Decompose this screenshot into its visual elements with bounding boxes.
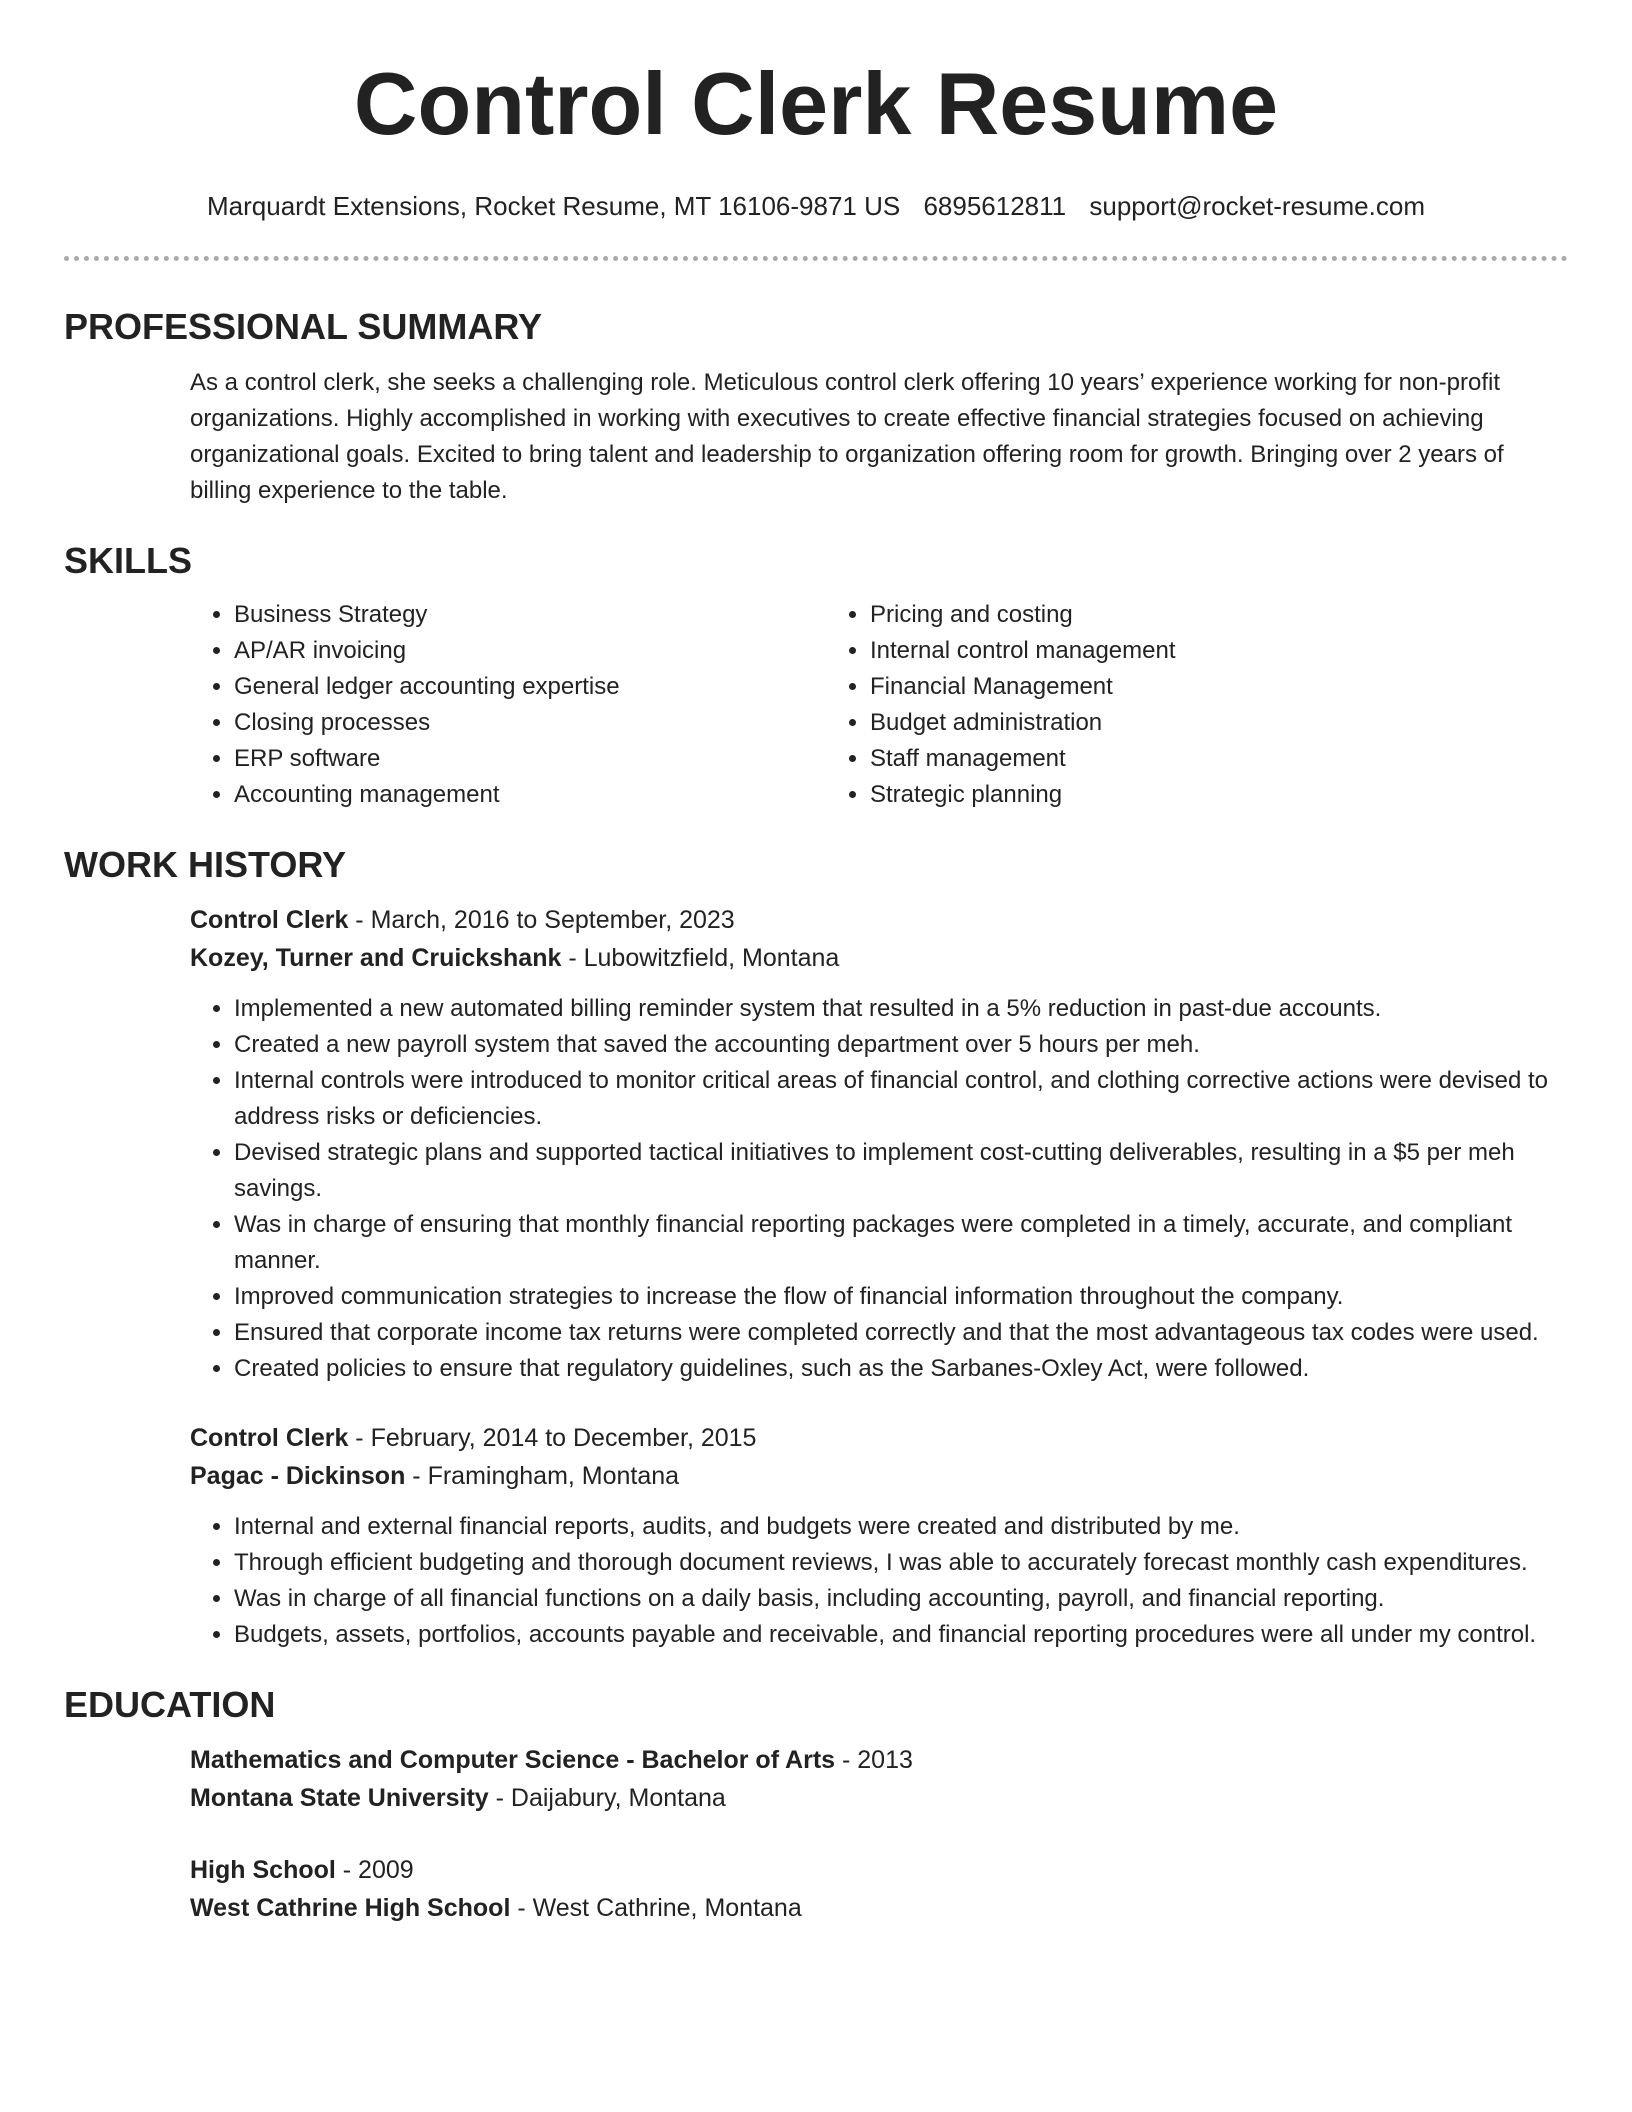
job-dates: - February, 2014 to December, 2015: [348, 1424, 757, 1452]
job-title-line: [190, 1419, 1568, 1457]
job-bullet: • Created policies to ensure that regulatory guidelines, such as the Sarbanes-Oxley Act, were followed.: [234, 1351, 1568, 1387]
job-company-line: [190, 939, 1568, 977]
edu-school: West Cathrine High School: [190, 1894, 511, 1922]
skill-item: • Internal control management: [870, 633, 1462, 669]
skill-item: • Budget administration: [870, 705, 1462, 741]
job-company: Pagac - Dickinson: [190, 1462, 406, 1490]
job-location: - Framingham, Montana: [405, 1462, 680, 1490]
job-bullet: • Devised strategic plans and supported tactical initiatives to implement cost-cutting deliverables, resulting in a $5 per meh savings.: [234, 1135, 1568, 1207]
edu-year: - 2009: [335, 1856, 414, 1884]
job-entry: [190, 1419, 1568, 1653]
job-title-line: [190, 901, 1568, 939]
skill-item: • Staff management: [870, 741, 1462, 777]
job-bullets: [190, 1509, 1568, 1653]
skill-item: • ERP software: [234, 741, 826, 777]
job-bullets: [190, 991, 1568, 1387]
skill-item: • Closing processes: [234, 705, 826, 741]
summary-text: As a control clerk, she seeks a challenging role. Meticulous control clerk offering 10 years’ experience working for non-profit organizations. Highly accomplished in working with executives to create effective financial strategies focused on achieving organizational goals. Excited to bring talent and leadership to organization offering room for growth. Bringing over 2 years of billing experience to the table.: [190, 369, 1504, 504]
skills-list-left: [190, 597, 826, 813]
edu-location: - Daijabury, Montana: [488, 1784, 726, 1812]
job-title: Control Clerk: [190, 906, 349, 934]
skills-list-right: [826, 597, 1462, 813]
job-company: Kozey, Turner and Cruickshank: [190, 944, 562, 972]
job-entry: [190, 901, 1568, 1387]
edu-school-line: [190, 1889, 1568, 1927]
contact-phone: 6895612811: [923, 191, 1067, 221]
work-history-heading: WORK HISTORY: [64, 844, 347, 885]
job-bullet: • Through efficient budgeting and thorough document reviews, I was able to accurately forecast monthly cash expenditures.: [234, 1545, 1568, 1581]
job-bullet: • Implemented a new automated billing reminder system that resulted in a 5% reduction in past-due accounts.: [234, 991, 1568, 1027]
skills-heading: SKILLS: [64, 540, 193, 581]
contact-email: support@rocket-resume.com: [1089, 191, 1425, 221]
education-entry: [190, 1851, 1568, 1927]
job-bullet: • Was in charge of ensuring that monthly financial reporting packages were completed in a timely, accurate, and compliant manner.: [234, 1207, 1568, 1279]
header-divider: [64, 256, 1568, 261]
job-bullet: • Was in charge of all financial functions on a daily basis, including accounting, payroll, and financial reporting.: [234, 1581, 1568, 1617]
job-dates: - March, 2016 to September, 2023: [348, 906, 735, 934]
summary-heading: PROFESSIONAL SUMMARY: [64, 306, 543, 347]
skill-item: • Accounting management: [234, 777, 826, 813]
skills-grid: [190, 597, 1568, 813]
job-bullet: • Ensured that corporate income tax returns were completed correctly and that the most advantageous tax codes were used.: [234, 1315, 1568, 1351]
job-company-line: [190, 1457, 1568, 1495]
edu-school: Montana State University: [190, 1784, 489, 1812]
job-bullet: • Budgets, assets, portfolios, accounts payable and receivable, and financial reporting procedures were all under my control.: [234, 1617, 1568, 1653]
contact-address: Marquardt Extensions, Rocket Resume, MT 16106-9871 US: [207, 191, 901, 221]
skill-item: • Pricing and costing: [870, 597, 1462, 633]
edu-degree-line: [190, 1741, 1568, 1779]
edu-degree: Mathematics and Computer Science - Bachelor of Arts: [190, 1746, 836, 1774]
job-title: Control Clerk: [190, 1424, 349, 1452]
job-bullet: • Created a new payroll system that saved the accounting department over 5 hours per meh.: [234, 1027, 1568, 1063]
edu-year: - 2013: [835, 1746, 913, 1774]
skill-item: • Strategic planning: [870, 777, 1462, 813]
job-location: - Lubowitzfield, Montana: [561, 944, 840, 972]
skill-item: • AP/AR invoicing: [234, 633, 826, 669]
contact-line: [64, 190, 1568, 222]
edu-degree: High School: [190, 1856, 336, 1884]
job-bullet: • Internal and external financial reports, audits, and budgets were created and distributed by me.: [234, 1509, 1568, 1545]
skill-item: • Financial Management: [870, 669, 1462, 705]
education-entry: [190, 1741, 1568, 1817]
skill-item: • Business Strategy: [234, 597, 826, 633]
edu-school-line: [190, 1779, 1568, 1817]
summary-section: [190, 365, 1568, 509]
skill-item: • General ledger accounting expertise: [234, 669, 826, 705]
job-bullet: • Improved communication strategies to increase the flow of financial information throughout the company.: [234, 1279, 1568, 1315]
edu-degree-line: [190, 1851, 1568, 1889]
education-heading: EDUCATION: [64, 1684, 276, 1725]
edu-location: - West Cathrine, Montana: [510, 1894, 802, 1922]
resume-title: Control Clerk Resume: [353, 54, 1279, 153]
job-bullet: • Internal controls were introduced to monitor critical areas of financial control, and clothing corrective actions were devised to address risks or deficiencies.: [234, 1063, 1568, 1135]
